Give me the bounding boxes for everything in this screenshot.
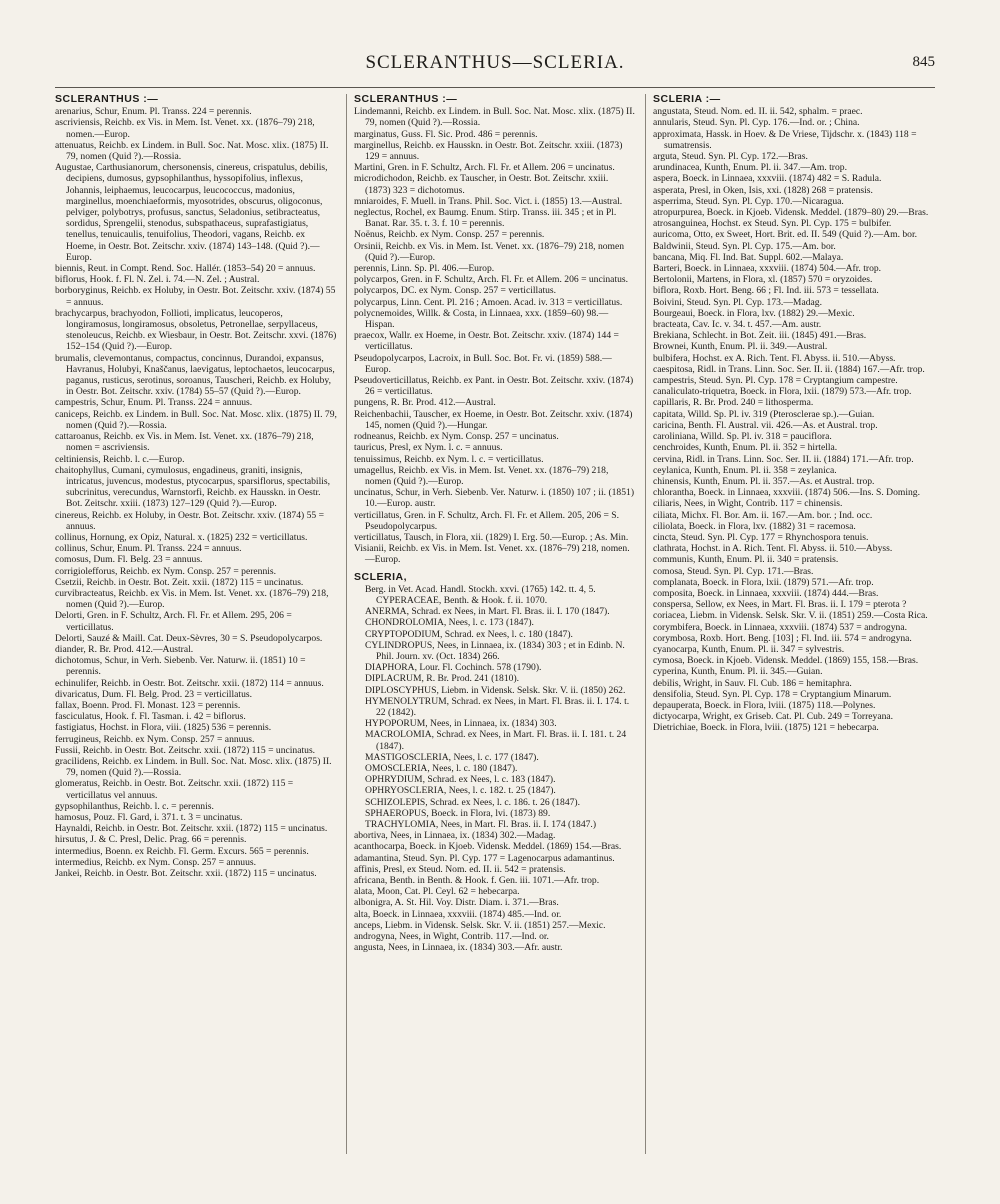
index-entry: mniaroides, F. Muell. in Trans. Phil. Soc. Vict. i. (1855) 13.—Austral. (354, 195, 623, 207)
index-entry: microdichodon, Reichb. ex Tauscher, in Oestr. Bot. Zeitschr. xxiii. (1873) 323 = dichotomus. (354, 173, 609, 196)
index-entry: polycarpus, Linn. Cent. Pl. 216 ; Amoen. Acad. iv. 313 = verticillatus. (354, 296, 623, 308)
index-entry: rodneanus, Reichb. ex Nym. Consp. 257 = uncinatus. (354, 431, 559, 443)
index-entry: gypsophilanthus, Reichb. l. c. = perennis. (55, 800, 214, 812)
index-entry: collinus, Hornung, ex Opiz, Natural. x. (1825) 232 = verticillatus. (55, 531, 308, 543)
index-entry: Dietrichiae, Boeck. in Flora, lviii. (1875) 121 = hebecarpa. (653, 722, 879, 734)
index-entry: cervina, Ridl. in Trans. Linn. Soc. Ser. II. ii. (1884) 171.—Afr. trop. (653, 453, 914, 465)
index-entry: hamosus, Pouz. Fl. Gard, i. 371. t. 3 = uncinatus. (55, 812, 243, 823)
index-entry: anceps, Liebm. in Vidensk. Selsk. Skr. V. ii. (1851) 257.—Mexic. (354, 919, 606, 931)
index-entry: Brekiana, Schlecht. in Bot. Zeit. iii. (1845) 491.—Bras. (653, 330, 867, 342)
index-entry: Martini, Gren. in F. Schultz, Arch. Fl. Fr. et Allem. 206 = uncinatus. (354, 162, 615, 174)
index-entry: atrosanguinea, Hochst. ex Steud. Syn. Pl. Cyp. 175 = bulbifer. (653, 218, 892, 230)
index-entry: caricina, Benth. Fl. Austral. vii. 426.—As. et Austral. trop. (653, 419, 878, 431)
index-entry: adamantina, Steud. Syn. Pl. Cyp. 177 = Lagenocarpus adamantinus. (354, 852, 615, 864)
index-entry: Jankei, Reichb. in Oestr. Bot. Zeitschr. xxii. (1872) 115 = uncinatus. (55, 868, 317, 880)
column-2 (354, 94, 636, 1174)
index-entry: debilis, Wright, in Sauv. Fl. Cub. 186 = hemitaphra. (653, 677, 852, 689)
index-entry: ascriviensis, Reichb. ex Vis. in Mem. Ist. Venet. xx. (1876–79) 218, nomen.—Europ. (55, 117, 315, 140)
index-entry: bracteata, Cav. Ic. v. 34. t. 457.—Am. austr. (653, 319, 822, 331)
index-entry: OPHRYDIUM, Schrad. ex Nees, l. c. 183 (1847). (365, 774, 556, 786)
index-entry: chaitophyllus, Cumani, cymulosus, engadineus, graniti, insignis, intricatus, juvencus, modestus, ptycocarpus, sparsiflorus, spectabilis, subcrinitus, verecundus, Warnstorfi, Reichb. ex Hausskn. in Oestr. Bot. Zeitschr. xxiii. (1873) 127–129 (Quid ?).—Europ. (55, 464, 331, 510)
index-entry: Lindemanni, Reichb. ex Lindem. in Bull. Soc. Nat. Mosc. xlix. (1875) II. 79, nomen (Quid ?).—Rossia. (354, 106, 635, 129)
index-entry: ferrugineus, Reichb. ex Nym. Consp. 257 = annuus. (55, 733, 255, 745)
index-entry: CRYPTOPODIUM, Schrad. ex Nees, l. c. 180 (1847). (365, 628, 573, 640)
index-entry: alta, Boeck. in Linnaea, xxxviii. (1874) 485.—Ind. or. (354, 908, 562, 920)
index-entry: chinensis, Kunth, Enum. Pl. ii. 357.—As. et Austral. trop. (653, 475, 875, 487)
header-rule (55, 87, 935, 88)
index-entry: corrigiolefforus, Reichb. ex Nym. Consp. 257 = perennis. (55, 565, 277, 577)
index-entry: marginellus, Reichb. ex Hausskn. in Oestr. Bot. Zeitschr. xxiii. (1873) 129 = annuus. (354, 139, 623, 163)
index-entry: comosus, Dum. Fl. Belg. 23 = annuus. (55, 554, 203, 566)
index-entry: umagellus, Reichb. ex Vis. in Mem. Ist. Venet. xx. (1876–79) 218, nomen (Quid ?).—Europ. (354, 464, 609, 487)
index-entry: tenuissimus, Reichb. ex Nym. l. c. = verticillatus. (354, 453, 544, 465)
index-entry: brachycarpus, brachyodon, Follioti, implicatus, leucoperos, longiramosus, longiramosus, obsoletus, Petronellae, serpyllaceus, stenoleucus, Reichb. ex Wiesbaur, in Oestr. Bot. Zeitschr. xxvi. (1876) 152–154 (Quid ?).—Europ. (55, 307, 337, 353)
index-entry: conspersa, Sellow, ex Nees, in Mart. Fl. Bras. ii. I. 179 = pterota ? (653, 599, 907, 611)
section-heading: SCLERANTHUS :— (55, 94, 159, 105)
index-entry: africana, Benth. in Benth. & Hook. f. Gen. iii. 1071.—Afr. trop. (354, 875, 600, 887)
index-entry: Haynaldi, Reichb. in Oestr. Bot. Zeitschr. xxii. (1872) 115 = uncinatus. (55, 823, 328, 835)
index-entry: OMOSCLERIA, Nees, l. c. 180 (1847). (365, 762, 518, 774)
index-entry: asperata, Presl, in Oken, Isis, xxi. (1828) 268 = pratensis. (653, 184, 873, 196)
column-3 (653, 94, 935, 1174)
index-entry: campestris, Schur, Enum. Pl. Transs. 224 = annuus. (55, 397, 253, 409)
section-heading: SCLERANTHUS :— (354, 94, 458, 105)
index-entry: capillaris, R. Br. Prod. 240 = lithosperma. (653, 397, 814, 409)
index-entry: Pseudopolycarpos, Lacroix, in Bull. Soc. Bot. Fr. vi. (1859) 588.—Europ. (354, 352, 612, 375)
index-entry: arenarius, Schur, Enum. Pl. Transs. 224 = perennis. (55, 106, 252, 118)
index-entry: celtiniensis, Reichb. l. c.—Europ. (55, 453, 185, 465)
index-entry: cyanocarpa, Kunth, Enum. Pl. ii. 347 = sylvestris. (653, 643, 845, 655)
index-entry: complanata, Boeck. in Flora, lxii. (1879) 571.—Afr. trop. (653, 576, 874, 588)
index-entry: cattaroanus, Reichb. ex Vis. in Mem. Ist. Venet. xx. (1876–79) 218, nomen = ascriviensis. (55, 431, 314, 454)
index-entry: affinis, Presl, ex Steud. Nom. ed. II. ii. 542 = pratensis. (354, 863, 566, 875)
index-entry: Visianii, Reichb. ex Vis. in Mem. Ist. Venet. xx. (1876–79) 218, nomen.—Europ. (354, 543, 630, 566)
index-entry: alata, Moon, Cat. Pl. Ceyl. 62 = hebecarpa. (354, 886, 520, 898)
index-entry: Brownei, Kunth, Enum. Pl. ii. 349.—Austral. (653, 341, 828, 353)
index-entry: echinulifer, Reichb. in Oestr. Bot. Zeitschr. xxii. (1872) 114 = annuus. (55, 677, 324, 689)
index-entry: asperrima, Steud. Syn. Pl. Cyp. 170.—Nicaragua. (653, 195, 844, 207)
index-entry: curvibracteatus, Reichb. ex Vis. in Mem. Ist. Venet. xx. (1876–79) 218, nomen (Quid ?).—Europ. (55, 587, 329, 611)
index-entry: campestris, Steud. Syn. Pl. Cyp. 178 = Cryptangium campestre. (653, 375, 898, 387)
index-entry: attenuatus, Reichb. ex Lindem. in Bull. Soc. Nat. Mosc. xlix. (1875) II. 79, nomen (Quid ?).—Rossia. (55, 139, 329, 163)
index-entry: cinereus, Reichb. ex Holuby, in Oestr. Bot. Zeitschr. xxiv. (1874) 55 = annuus. (55, 509, 325, 532)
index-entry: corymbosa, Roxb. Hort. Beng. [103] ; Fl. Ind. iii. 574 = androgyna. (653, 632, 912, 644)
index-entry: coriacea, Liebm. in Vidensk. Selsk. Skr. V. ii. (1851) 259.—Costa Rica. (653, 610, 928, 622)
index-entry: capitata, Willd. Sp. Pl. iv. 319 (Pterosclerae sp.).—Guian. (653, 408, 875, 420)
index-entry: Csetzii, Reichb. in Oestr. Bot. Zeit. xxii. (1872) 115 = uncinatus. (55, 576, 304, 588)
index-entry: tauricus, Presl, ex Nym. l. c. = annuus. (354, 442, 503, 454)
index-entry: aspera, Boeck. in Linnaea, xxxviii. (1874) 482 = S. Radula. (653, 173, 882, 185)
index-entry: Augustae, Carthusianorum, chersonensis, cinereus, crispatulus, debilis, decipiens, dumosus, gypsophilanthus, hyssopifolius, inflexus, Johannis, leiphaemus, leucocarpus, leucococcus, madonius, marginellus, moenchiaeformis, myosotrides, obscurus, oligoconus, pelviger, polybotrys, profusus, sanctus, Seladonius, setibracteatus, sordidus, Sprengelii, stenodus, subspathaceus, suprafastigiatus, tenellus, tenuicaulis, tenuifolius, Theodori, vagans, Reichb. ex Hoeme, in Oestr. Bot. Zeitschr. xxiv. (1874) 143–148. (Quid ?).—Europ. (55, 162, 328, 263)
index-entry: cenchroides, Kunth, Enum. Pl. ii. 352 = hirtella. (653, 442, 838, 454)
index-entry: collinus, Schur, Enum. Pl. Transs. 224 = annuus. (55, 543, 242, 555)
index-entry: fastigiatus, Hochst. in Flora, viii. (1825) 536 = perennis. (55, 722, 272, 734)
index-entry: HYMENOLYTRUM, Schrad. ex Nees, in Mart. Fl. Bras. ii. I. 174. t. 22 (1842). (365, 695, 630, 718)
index-entry: Noënus, Reichb. ex Nym. Consp. 257 = perennis. (354, 229, 545, 241)
index-entry: caespitosa, Ridl. in Trans. Linn. Soc. Ser. II. ii. (1884) 167.—Afr. trop. (653, 363, 925, 375)
index-entry: ANERMA, Schrad. ex Nees, in Mart. Fl. Bras. ii. I. 170 (1847). (365, 606, 610, 618)
index-entry: androgyna, Nees, in Wight, Contrib. 117.—Ind. or. (354, 931, 549, 943)
index-entry: caniceps, Reichb. ex Lindem. in Bull. Soc. Nat. Mosc. xlix. (1875) II. 79, nomen (Quid ?).—Rossia. (55, 408, 337, 431)
index-entry: Bertolonii, Martens, in Flora, xl. (1857) 570 = oryzoides. (653, 274, 873, 286)
index-entry: uncinatus, Schur, in Verh. Siebenb. Ver. Naturw. i. (1850) 107 ; ii. (1851) 10.—Europ. austr. (354, 487, 635, 510)
index-entry: Reichenbachii, Tauscher, ex Hoeme, in Oestr. Bot. Zeitschr. xxiv. (1874) 145, nomen (Quid ?).—Hungar. (354, 408, 633, 431)
index-entry: DIPLACRUM, R. Br. Prod. 241 (1810). (365, 673, 520, 685)
index-entry: verticillatus, Gren. in F. Schultz, Arch. Fl. Fr. et Allem. 205, 206 = S. Pseudopolycarpus. (354, 509, 619, 532)
section-heading: SCLERIA :— (653, 94, 721, 105)
index-entry: bulbifera, Hochst. ex A. Rich. Tent. Fl. Abyss. ii. 510.—Abyss. (653, 352, 896, 364)
index-entry: cincta, Steud. Syn. Pl. Cyp. 177 = Rhynchospora tenuis. (653, 531, 869, 543)
index-entry: glomeratus, Reichb. in Oestr. Bot. Zeitschr. xxii. (1872) 115 = verticillatus vel annuus. (55, 778, 294, 801)
column-1 (55, 94, 337, 1174)
running-title: SCLERANTHUS—SCLERIA. (365, 52, 625, 73)
index-entry: Baldwinii, Steud. Syn. Pl. Cyp. 175.—Am. bor. (653, 240, 836, 252)
index-entry: ciliolata, Boeck. in Flora, lxv. (1882) 31 = racemosa. (653, 520, 856, 532)
index-entry: OPHRYOSCLERIA, Nees, l. c. 182. t. 25 (1847). (365, 785, 556, 797)
index-entry: dichotomus, Schur, in Verh. Siebenb. Ver. Naturw. ii. (1851) 10 = perennis. (55, 655, 306, 678)
page-header (55, 52, 935, 76)
index-entry: MACROLOMIA, Schrad. ex Nees, in Mart. Fl. Bras. ii. I. 181. t. 24 (1847). (365, 729, 627, 752)
index-entry: CHONDROLOMIA, Nees, l. c. 173 (1847). (365, 617, 534, 629)
index-entry: albonigra, A. St. Hil. Voy. Distr. Diam. i. 371.—Bras. (354, 897, 559, 909)
index-entry: comosa, Steud. Syn. Pl. Cyp. 171.—Bras. (653, 565, 814, 577)
index-entry: verticillatus, Tausch, in Flora, xii. (1829) I. Erg. 50.—Europ. ; As. Min. (354, 531, 629, 543)
index-entry: biflorus, Hook. f. Fl. N. Zel. i. 74.—N. Zel. ; Austral. (55, 274, 260, 286)
column-divider (346, 94, 347, 1154)
index-entry: Barteri, Boeck. in Linnaea, xxxviii. (1874) 504.—Afr. trop. (653, 263, 882, 275)
index-entry: composita, Boeck. in Linnaea, xxxviii. (1874) 444.—Bras. (653, 587, 879, 599)
index-entry: atropurpurea, Boeck. in Kjoeb. Vidensk. Meddel. (1879–80) 29.—Bras. (653, 207, 929, 219)
index-entry: intermedius, Reichb. ex Nym. Consp. 257 = annuus. (55, 856, 256, 868)
index-entry: CYLINDROPUS, Nees, in Linnaea, ix. (1834) 303 ; et in Edinb. N. Phil. Journ. xv. (Oct. 1834) 266. (365, 639, 625, 662)
index-entry: polycarpos, Gren. in F. Schultz, Arch. Fl. Fr. et Allem. 206 = uncinatus. (354, 274, 629, 286)
index-entry: praecox, Wallr. ex Hoeme, in Oestr. Bot. Zeitschr. xxiv. (1874) 144 = verticillatus. (354, 330, 619, 353)
index-entry: hirsutus, J. & C. Presl, Delic. Prag. 66 = perennis. (55, 834, 247, 846)
index-entry: ceylanica, Kunth, Enum. Pl. ii. 358 = zeylanica. (653, 464, 837, 476)
index-entry: canaliculato-triquetra, Boeck. in Flora, lxii. (1879) 573.—Afr. trop. (653, 386, 912, 398)
index-entry: arundinacea, Kunth, Enum. Pl. ii. 347.—Am. trop. (653, 162, 847, 174)
index-entry: cymosa, Boeck. in Kjoeb. Vidensk. Meddel. (1869) 155, 158.—Bras. (653, 655, 919, 667)
index-entry: polycnemoides, Willk. & Costa, in Linnaea, xxx. (1859–60) 98.—Hispan. (354, 307, 609, 331)
index-entry: bancana, Miq. Fl. Ind. Bat. Suppl. 602.—Malaya. (653, 251, 844, 263)
index-entry: divaricatus, Dum. Fl. Belg. Prod. 23 = verticillatus. (55, 688, 252, 700)
section-heading: SCLERIA, (354, 570, 408, 583)
index-entry: DIPLOSCYPHUS, Liebm. in Vidensk. Selsk. Skr. V. ii. (1850) 262. (365, 684, 626, 696)
index-entry: abortiva, Nees, in Linnaea, ix. (1834) 302.—Madag. (354, 830, 556, 842)
index-entry: biennis, Reut. in Compt. Rend. Soc. Hallér. (1853–54) 20 = annuus. (55, 263, 316, 275)
index-entry: pungens, R. Br. Prod. 412.—Austral. (354, 397, 496, 409)
index-entry: intermedius, Boenn. ex Reichb. Fl. Germ. Excurs. 565 = perennis. (55, 845, 309, 857)
index-entry: communis, Kunth, Enum. Pl. ii. 340 = pratensis. (653, 554, 839, 566)
index-entry: fasciculatus, Hook. f. Fl. Tasman. i. 42 = biflorus. (55, 711, 246, 723)
index-entry: Fussii, Reichb. in Oestr. Bot. Zeitschr. xxii. (1872) 115 = uncinatus. (55, 744, 316, 756)
index-columns (55, 94, 935, 1174)
index-entry: TRACHYLOMIA, Nees, in Mart. Fl. Bras. ii. I. 174 (1847.) (365, 819, 597, 830)
index-entry: clathrata, Hochst. in A. Rich. Tent. Fl. Abyss. ii. 510.—Abyss. (653, 543, 893, 555)
index-entry: Bourgeaui, Boeck. in Flora, lxv. (1882) 29.—Mexic. (653, 307, 855, 319)
index-entry: angusta, Nees, in Linnaea, ix. (1834) 303.—Afr. austr. (354, 942, 563, 954)
index-entry: Orsinii, Reichb. ex Vis. in Mem. Ist. Venet. xx. (1876–79) 218, nomen (Quid ?).—Europ. (354, 240, 625, 263)
index-entry: chlorantha, Boeck. in Linnaea, xxxviii. (1874) 506.—Ins. S. Doming. (653, 487, 920, 499)
index-entry: densifolia, Steud. Syn. Pl. Cyp. 178 = Cryptangium Minarum. (653, 688, 892, 700)
index-entry: Boivini, Steud. Syn. Pl. Cyp. 173.—Madag. (653, 296, 822, 308)
page-number: 845 (912, 54, 935, 70)
index-entry: Pseudoverticillatus, Reichb. ex Pant. in Oestr. Bot. Zeitschr. xxiv. (1874) 26 = verticillatus. (354, 375, 634, 398)
index-entry: HYPOPORUM, Nees, in Linnaea, ix. (1834) 303. (365, 718, 557, 730)
index-entry: ciliata, Michx. Fl. Bor. Am. ii. 167.—Am. bor. ; Ind. occ. (653, 509, 873, 521)
index-entry: caroliniana, Willd. Sp. Pl. iv. 318 = pauciflora. (653, 431, 832, 443)
index-entry: arguta, Steud. Syn. Pl. Cyp. 172.—Bras. (653, 151, 808, 163)
index-entry: DIAPHORA, Lour. Fl. Cochinch. 578 (1790). (365, 662, 542, 674)
index-entry: auricoma, Otto, ex Sweet, Hort. Brit. ed. II. 549 (Quid ?).—Am. bor. (653, 229, 918, 241)
index-entry: borboryginus, Reichb. ex Holuby, in Oestr. Bot. Zeitschr. xxiv. (1874) 55 = annuus. (55, 285, 336, 308)
index-entry: diander, R. Br. Prod. 412.—Austral. (55, 643, 194, 655)
index-entry: marginatus, Guss. Fl. Sic. Prod. 486 = perennis. (354, 128, 538, 140)
index-entry: polycarpos, DC. ex Nym. Consp. 257 = verticillatus. (354, 285, 557, 297)
index-entry: depauperata, Boeck. in Flora, lviii. (1875) 118.—Polynes. (653, 699, 876, 711)
index-entry: dictyocarpa, Wright, ex Griseb. Cat. Pl. Cub. 249 = Torreyana. (653, 711, 894, 723)
index-entry: annularis, Steud. Syn. Pl. Cyp. 176.—Ind. or. ; China. (653, 117, 860, 129)
index-entry: neglectus, Rochel, ex Baumg. Enum. Stirp. Transs. iii. 345 ; et in Pl. Banat. Rar. 35. t. 3. f. 10 = perennis. (354, 207, 617, 230)
index-entry: acanthocarpa, Boeck. in Kjoeb. Vidensk. Meddel. (1869) 154.—Bras. (354, 841, 622, 853)
index-entry: fallax, Boenn. Prod. Fl. Monast. 123 = perennis. (55, 699, 241, 711)
index-entry: Berg. in Vet. Acad. Handl. Stockh. xxvi. (1765) 142. tt. 4, 5. CYPERACEAE, Benth. & Hook. f. ii. 1070. (365, 583, 596, 606)
index-entry: MASTIGOSCLERIA, Nees, l. c. 177 (1847). (365, 751, 539, 763)
column-divider (645, 94, 646, 1154)
index-entry: angustata, Steud. Nom. ed. II. ii. 542, sphalm. = praec. (653, 106, 863, 118)
index-entry: ciliaris, Nees, in Wight, Contrib. 117 = chinensis. (653, 498, 843, 510)
index-entry: perennis, Linn. Sp. Pl. 406.—Europ. (354, 263, 495, 275)
index-entry: SPHAEROPUS, Boeck. in Flora, lvi. (1873) 89. (365, 807, 551, 819)
index-entry: gracilidens, Reichb. ex Lindem. in Bull. Soc. Nat. Mosc. xlix. (1875) II. 79, nomen (Quid ?).—Rossia. (55, 755, 332, 779)
index-entry: approximata, Hassk. in Hoev. & De Vriese, Tijdschr. x. (1843) 118 = sumatrensis. (653, 128, 917, 151)
index-entry: Delorti, Sauzé & Maill. Cat. Deux-Sèvres, 30 = S. Pseudopolycarpos. (55, 632, 323, 644)
index-entry: Delorti, Gren. in F. Schultz, Arch. Fl. Fr. et Allem. 295, 206 = verticillatus. (55, 610, 292, 633)
index-entry: SCHIZOLEPIS, Schrad. ex Nees, l. c. 186. t. 26 (1847). (365, 796, 581, 808)
index-entry: biflora, Roxb. Hort. Beng. 66 ; Fl. Ind. iii. 573 = tessellata. (653, 285, 879, 297)
index-entry: cyperina, Kunth, Enum. Pl. ii. 345.—Guian. (653, 666, 823, 678)
index-entry: brumalis, clevemontanus, compactus, concinnus, Durandoi, expansus, Havranus, Holubyi, Knaščanus, laevigatus, leptochaetos, leucocarpus, paganus, rusticus, serotinus, soroanus, Tauscheri, Reichb. ex Holuby, in Oestr. Bot. Zeitschr. xxiv. (1784) 55–57 (Quid ?).—Europ. (55, 352, 335, 398)
index-entry: corymbifera, Boeck. in Linnaea, xxxviii. (1874) 537 = androgyna. (653, 621, 907, 633)
